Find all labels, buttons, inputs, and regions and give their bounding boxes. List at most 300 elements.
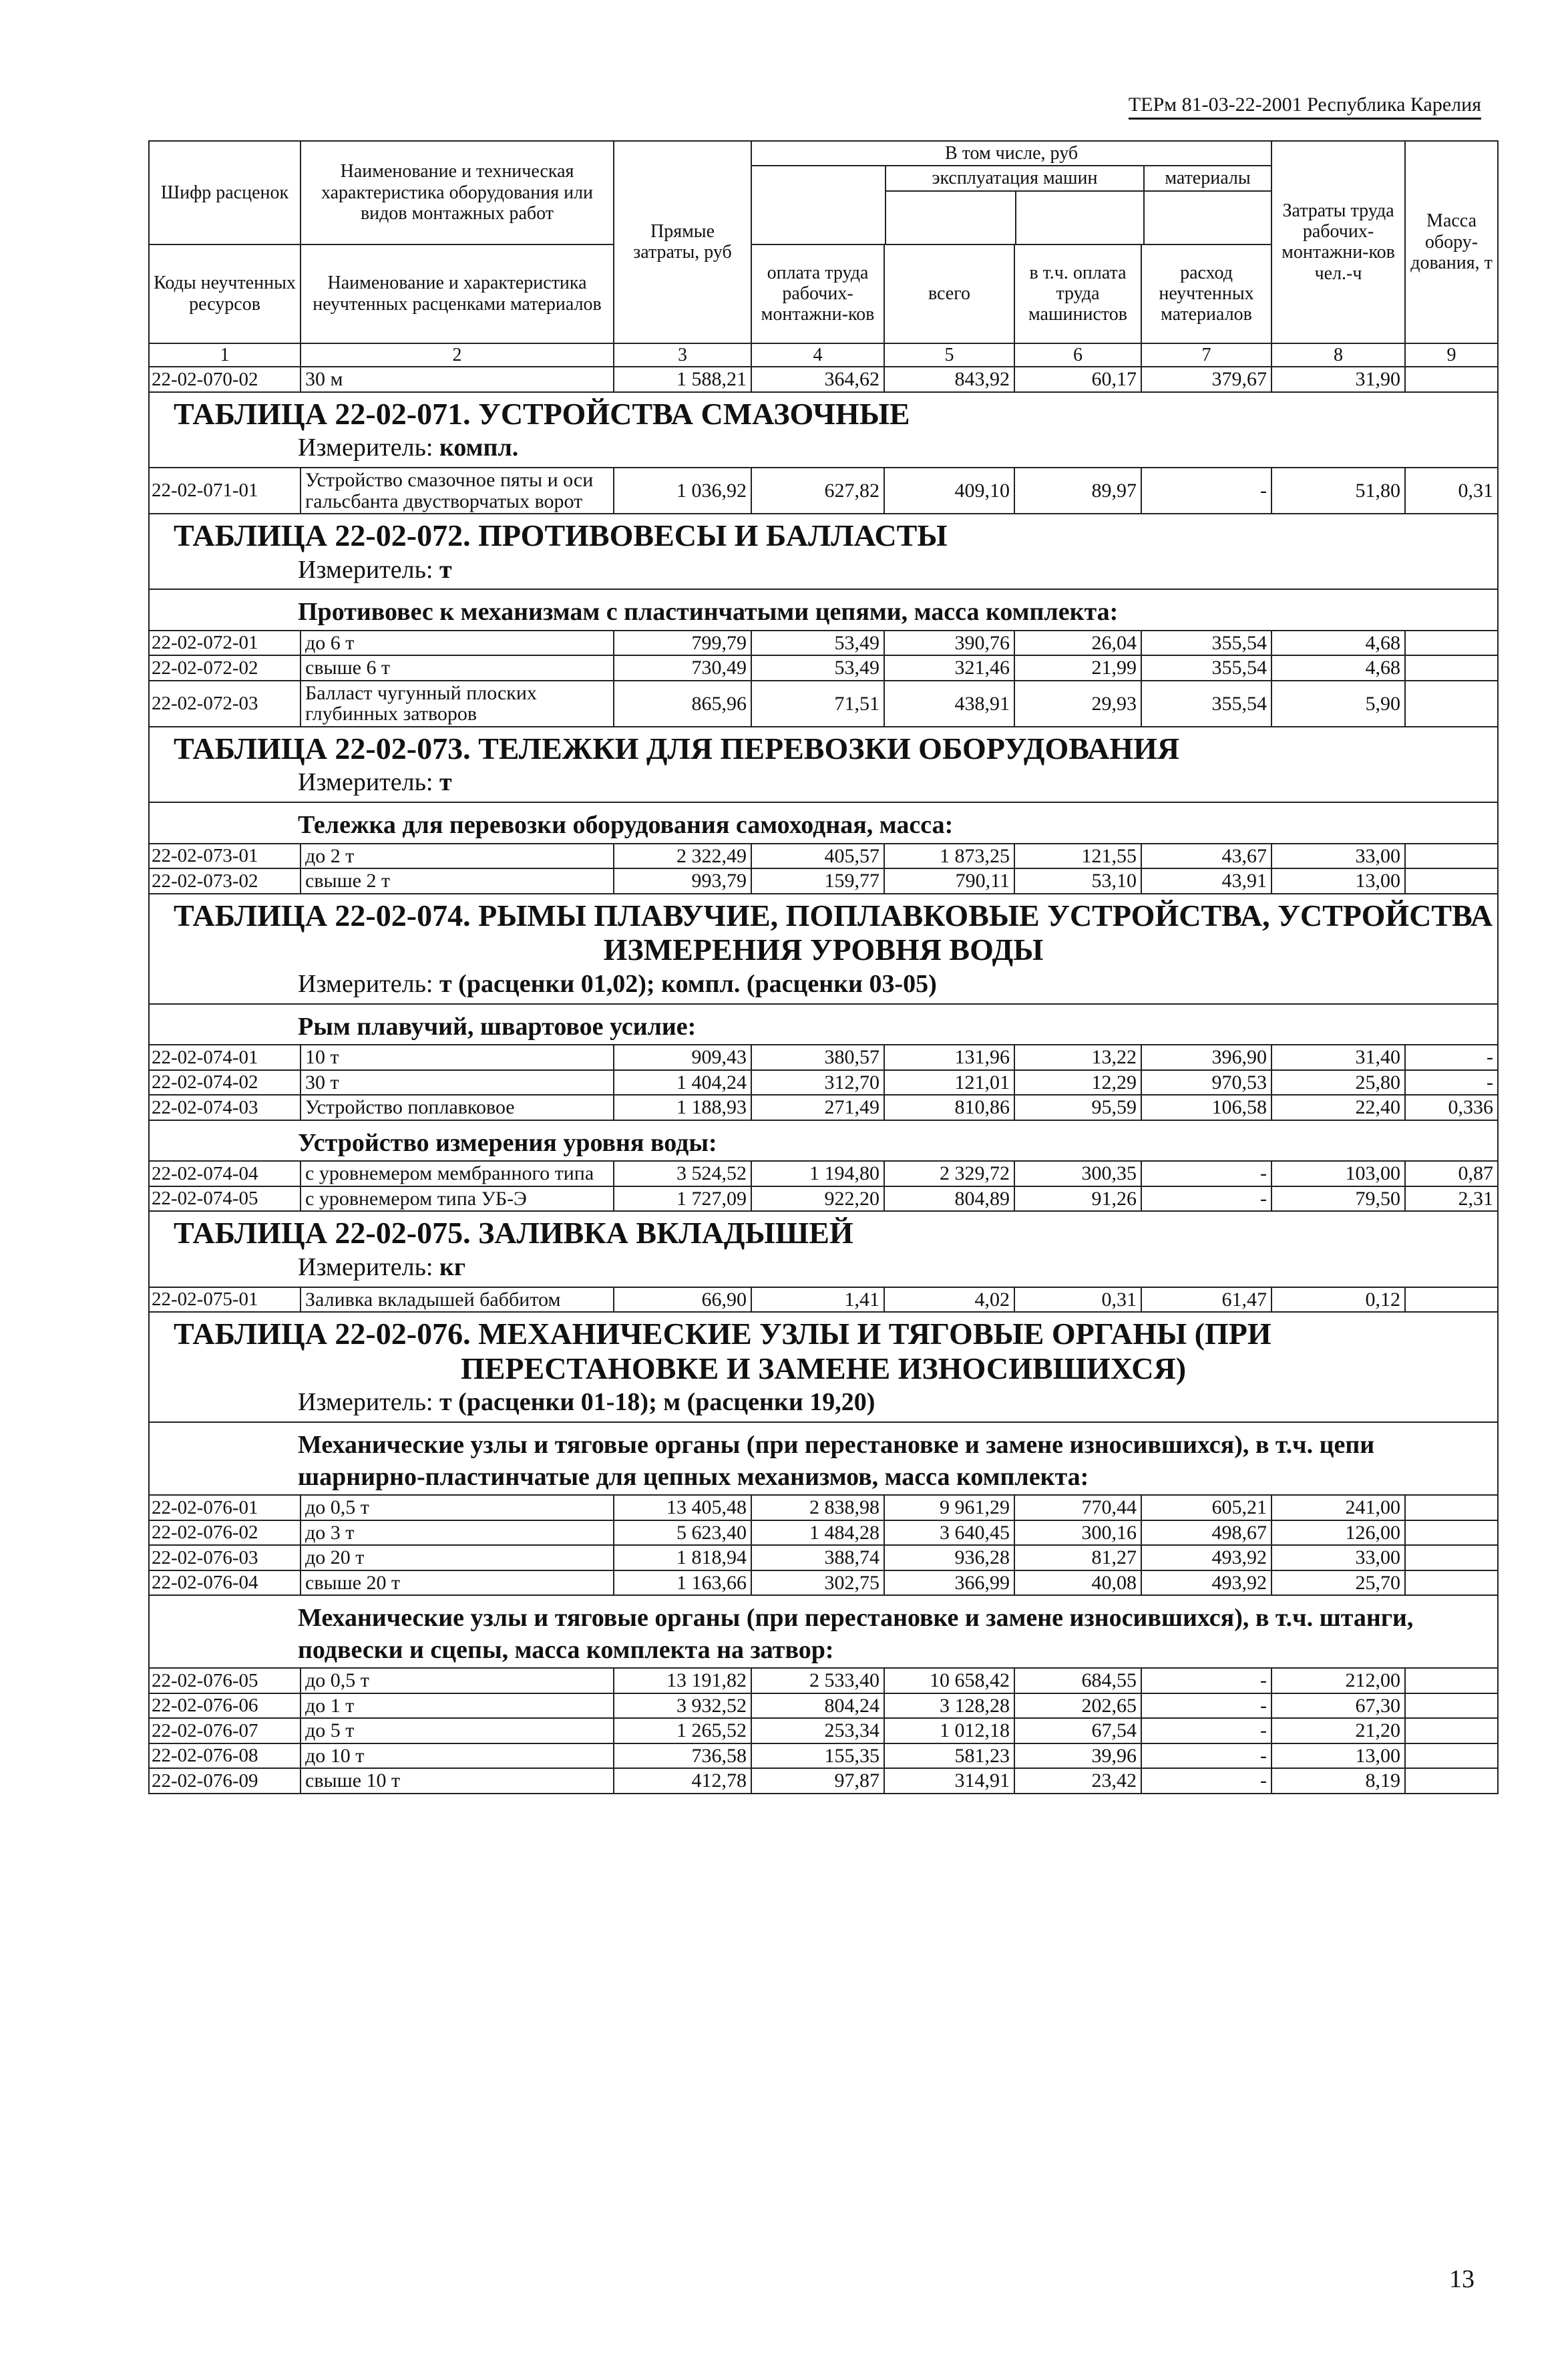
rate-value: 121,55 (1014, 844, 1141, 869)
section-title: ТАБЛИЦА 22-02-075. ЗАЛИВКА ВКЛАДЫШЕЙ (174, 1216, 853, 1250)
rate-code: 22-02-076-02 (149, 1520, 301, 1546)
rate-value (1405, 1718, 1498, 1743)
rate-value: 493,92 (1141, 1545, 1271, 1570)
rate-value (1405, 655, 1498, 681)
section-header (149, 894, 1498, 1004)
group-header-row (149, 589, 1498, 631)
rate-value: 409,10 (884, 468, 1014, 514)
rate-value: 91,26 (1014, 1186, 1141, 1212)
section-header (149, 727, 1498, 802)
rate-value: 0,31 (1405, 468, 1498, 514)
rates-table (148, 140, 1499, 1794)
column-number: 4 (751, 343, 884, 367)
rate-name: до 5 т (301, 1718, 614, 1743)
rate-value: 4,02 (884, 1287, 1014, 1313)
rate-value (1405, 681, 1498, 727)
rate-value: 355,54 (1141, 631, 1271, 656)
group-title: Рым плавучий, швартовое усилие: (149, 1004, 1498, 1045)
column-number: 7 (1141, 343, 1271, 367)
column-number: 1 (149, 343, 301, 367)
section-meter (150, 1252, 1497, 1287)
section-title: ТАБЛИЦА 22-02-071. УСТРОЙСТВА СМАЗОЧНЫЕ (174, 396, 910, 431)
section-title-line-2: ПЕРЕСТАНОВКЕ И ЗАМЕНЕ ИЗНОСИВШИХСЯ) (460, 1351, 1187, 1385)
rate-value: 159,77 (751, 868, 884, 894)
rate-value: 498,67 (1141, 1520, 1271, 1546)
rate-value: 241,00 (1271, 1495, 1405, 1520)
rate-value: 300,35 (1014, 1161, 1141, 1186)
rate-value: 684,55 (1014, 1668, 1141, 1693)
rate-name: Устройство смазочное пяты и оси гальсбанта двустворчатых ворот (301, 468, 614, 514)
rate-value: 3 128,28 (884, 1693, 1014, 1719)
section-header (149, 514, 1498, 589)
rate-code: 22-02-071-01 (149, 468, 301, 514)
rate-value: 1 265,52 (614, 1718, 751, 1743)
column-number: 9 (1405, 343, 1498, 367)
rate-value: 131,96 (884, 1045, 1014, 1070)
rate-value: 2 533,40 (751, 1668, 884, 1693)
rate-value: 1 818,94 (614, 1545, 751, 1570)
table-row (149, 1743, 1498, 1769)
rate-value: 8,19 (1271, 1768, 1405, 1794)
column-number: 3 (614, 343, 751, 367)
rate-value: 53,49 (751, 655, 884, 681)
rate-value: 51,80 (1271, 468, 1405, 514)
meter-value: т (439, 555, 452, 584)
header-row (149, 141, 1498, 244)
rate-value: 1 194,80 (751, 1161, 884, 1186)
rate-code: 22-02-074-02 (149, 1070, 301, 1096)
rate-value (1405, 1743, 1498, 1769)
rate-value: 1 163,66 (614, 1570, 751, 1596)
rate-code: 22-02-075-01 (149, 1287, 301, 1313)
section-meter (150, 554, 1497, 589)
table-row (149, 1045, 1498, 1070)
header-massa: Масса обору-дования, т (1405, 141, 1498, 343)
rate-value: 13 405,48 (614, 1495, 751, 1520)
rate-value: 396,90 (1141, 1045, 1271, 1070)
rate-value (1405, 631, 1498, 656)
header-kody: Коды неучтенных ресурсов (149, 244, 301, 343)
rate-name: Балласт чугунный плоских глубинных затворов (301, 681, 614, 727)
rate-code: 22-02-076-08 (149, 1743, 301, 1769)
rate-name: свыше 10 т (301, 1768, 614, 1794)
rate-value (1405, 868, 1498, 894)
column-numbers-row (149, 343, 1498, 367)
meter-value: кг (439, 1252, 466, 1281)
rate-code: 22-02-074-03 (149, 1095, 301, 1120)
table-row (149, 1768, 1498, 1794)
rate-value: 97,87 (751, 1768, 884, 1794)
section-title (150, 1313, 1497, 1387)
header-v-tom-chisle: В том числе, руб (752, 142, 1271, 166)
meter-label: Измеритель: (298, 555, 433, 584)
section-header-row (149, 1211, 1498, 1287)
rate-value: 5,90 (1271, 681, 1405, 727)
page-header: ТЕРм 81-03-22-2001 Республика Карелия (1129, 94, 1481, 120)
section-header-row (149, 894, 1498, 1004)
rate-value (1405, 1570, 1498, 1596)
meter-label: Измеритель: (298, 434, 433, 462)
group-header-row (149, 1120, 1498, 1162)
group-title: Механические узлы и тяговые органы (при перестановке и замене износившихся), в т.ч. штанги, подвески и сцепы, масса комплекта на затвор: (149, 1595, 1498, 1668)
header-vtch: в т.ч. оплата труда машинистов (1014, 244, 1141, 343)
meter-label: Измеритель: (298, 1388, 433, 1417)
table-row (149, 1693, 1498, 1719)
section-header (149, 1312, 1498, 1422)
rate-value: 106,58 (1141, 1095, 1271, 1120)
rate-value: 13,22 (1014, 1045, 1141, 1070)
rate-code: 22-02-072-01 (149, 631, 301, 656)
rate-value: 121,01 (884, 1070, 1014, 1096)
section-title-line-2: ИЗМЕРЕНИЯ УРОВНЯ ВОДЫ (603, 933, 1044, 967)
rate-code: 22-02-073-02 (149, 868, 301, 894)
rate-value: - (1141, 1161, 1271, 1186)
table-row (149, 1520, 1498, 1546)
section-meter (150, 969, 1497, 1003)
rate-value: 81,27 (1014, 1545, 1141, 1570)
rate-code: 22-02-076-03 (149, 1545, 301, 1570)
rate-name: 30 м (301, 367, 614, 392)
rate-value: 970,53 (1141, 1070, 1271, 1096)
rate-value: 936,28 (884, 1545, 1014, 1570)
rate-value: 314,91 (884, 1768, 1014, 1794)
rate-value: 39,96 (1014, 1743, 1141, 1769)
rate-value: 355,54 (1141, 655, 1271, 681)
rate-value (1405, 844, 1498, 869)
rate-name: до 2 т (301, 844, 614, 869)
rate-value: 3 932,52 (614, 1693, 751, 1719)
rate-value: 13,00 (1271, 868, 1405, 894)
rate-value: 1 873,25 (884, 844, 1014, 869)
header-zatraty: Затраты труда рабочих-монтажни-ков чел.-ч (1271, 141, 1405, 343)
rate-value: - (1141, 1186, 1271, 1212)
rate-value: 799,79 (614, 631, 751, 656)
rate-value: 1 012,18 (884, 1718, 1014, 1743)
section-header-row (149, 514, 1498, 589)
rate-value: 843,92 (884, 367, 1014, 392)
rate-value: 253,34 (751, 1718, 884, 1743)
rate-value: 53,49 (751, 631, 884, 656)
column-number: 6 (1014, 343, 1141, 367)
rate-value: 302,75 (751, 1570, 884, 1596)
rate-value: 53,10 (1014, 868, 1141, 894)
group-title: Устройство измерения уровня воды: (149, 1120, 1498, 1162)
rate-value: 379,67 (1141, 367, 1271, 392)
rate-value: - (1405, 1045, 1498, 1070)
table-row (149, 868, 1498, 894)
rate-value: 804,24 (751, 1693, 884, 1719)
rate-name: свыше 20 т (301, 1570, 614, 1596)
rate-value: 380,57 (751, 1045, 884, 1070)
section-header (149, 1211, 1498, 1287)
rate-value: 390,76 (884, 631, 1014, 656)
table-row (149, 655, 1498, 681)
section-header-row (149, 392, 1498, 468)
table-row (149, 844, 1498, 869)
section-header-row (149, 1312, 1498, 1422)
rate-value (1405, 1768, 1498, 1794)
table-row (149, 367, 1498, 392)
rate-value: 25,70 (1271, 1570, 1405, 1596)
rate-value: 810,86 (884, 1095, 1014, 1120)
rate-value: - (1405, 1070, 1498, 1096)
section-title (150, 894, 1497, 969)
group-title: Механические узлы и тяговые органы (при перестановке и замене износившихся), в т.ч. цепи шарнирно-пластинчатые для цепных механизмов, масса комплекта: (149, 1422, 1498, 1495)
section-meter (150, 432, 1497, 467)
group-header-row (149, 1004, 1498, 1045)
rate-code: 22-02-072-03 (149, 681, 301, 727)
rate-value: - (1141, 1668, 1271, 1693)
section-header (149, 392, 1498, 468)
meter-value: т (439, 768, 452, 797)
table-row (149, 1570, 1498, 1596)
rate-value: 212,00 (1271, 1668, 1405, 1693)
section-title-line-1: ТАБЛИЦА 22-02-074. РЫМЫ ПЛАВУЧИЕ, ПОПЛАВКОВЫЕ УСТРОЙСТВА, УСТРОЙСТВА (174, 898, 1493, 933)
rate-value: 366,99 (884, 1570, 1014, 1596)
group-header-row (149, 1422, 1498, 1495)
rate-value: 865,96 (614, 681, 751, 727)
rate-value (1405, 1545, 1498, 1570)
section-title: ТАБЛИЦА 22-02-073. ТЕЛЕЖКИ ДЛЯ ПЕРЕВОЗКИ ОБОРУДОВАНИЯ (174, 731, 1180, 766)
rate-value: 1 404,24 (614, 1070, 751, 1096)
header-ekspl: эксплуатация машин (886, 166, 1145, 191)
rate-value: 31,90 (1271, 367, 1405, 392)
rate-value: - (1141, 468, 1271, 514)
rate-value: 627,82 (751, 468, 884, 514)
table-row (149, 1287, 1498, 1313)
rate-code: 22-02-073-01 (149, 844, 301, 869)
rate-value: 605,21 (1141, 1495, 1271, 1520)
rate-name: до 0,5 т (301, 1668, 614, 1693)
rate-value: 5 623,40 (614, 1520, 751, 1546)
column-number: 2 (301, 343, 614, 367)
section-meter (150, 767, 1497, 802)
rate-value: 438,91 (884, 681, 1014, 727)
header-oplata: оплата труда рабочих-монтажни-ков (751, 244, 884, 343)
meter-label: Измеритель: (298, 768, 433, 797)
rate-code: 22-02-070-02 (149, 367, 301, 392)
rate-value: 321,46 (884, 655, 1014, 681)
rate-value: 405,57 (751, 844, 884, 869)
rate-value: 909,43 (614, 1045, 751, 1070)
rate-value: 61,47 (1141, 1287, 1271, 1313)
rate-value: 412,78 (614, 1768, 751, 1794)
rate-value: 4,68 (1271, 655, 1405, 681)
rate-value: 23,42 (1014, 1768, 1141, 1794)
rate-value: 3 640,45 (884, 1520, 1014, 1546)
section-title-line-1: ТАБЛИЦА 22-02-076. МЕХАНИЧЕСКИЕ УЗЛЫ И ТЯГОВЫЕ ОРГАНЫ (ПРИ (174, 1317, 1271, 1351)
rate-value: 33,00 (1271, 1545, 1405, 1570)
rate-value (1405, 1668, 1498, 1693)
rate-value: 790,11 (884, 868, 1014, 894)
table-body (149, 141, 1498, 1794)
rate-value: 67,30 (1271, 1693, 1405, 1719)
rate-name: Устройство поплавковое (301, 1095, 614, 1120)
rate-value: 43,91 (1141, 868, 1271, 894)
rate-code: 22-02-076-06 (149, 1693, 301, 1719)
rate-code: 22-02-074-05 (149, 1186, 301, 1212)
rate-value: 89,97 (1014, 468, 1141, 514)
rate-value: 1 727,09 (614, 1186, 751, 1212)
rate-value: - (1141, 1693, 1271, 1719)
rate-value: 0,12 (1271, 1287, 1405, 1313)
rate-value: 155,35 (751, 1743, 884, 1769)
rate-value: 0,31 (1014, 1287, 1141, 1313)
rate-code: 22-02-076-09 (149, 1768, 301, 1794)
rate-value: 2 322,49 (614, 844, 751, 869)
rate-value: 26,04 (1014, 631, 1141, 656)
rate-value: 31,40 (1271, 1045, 1405, 1070)
table-row (149, 631, 1498, 656)
rate-name: до 0,5 т (301, 1495, 614, 1520)
header-rashod: расход неучтенных материалов (1141, 244, 1271, 343)
rate-name: до 6 т (301, 631, 614, 656)
meter-value: компл. (439, 434, 519, 462)
header-shifr: Шифр расценок (149, 141, 301, 244)
rate-value: 1,41 (751, 1287, 884, 1313)
rate-value: 312,70 (751, 1070, 884, 1096)
rate-name: с уровнемером типа УБ-Э (301, 1186, 614, 1212)
rate-name: Заливка вкладышей баббитом (301, 1287, 614, 1313)
rate-value: 922,20 (751, 1186, 884, 1212)
rate-name: с уровнемером мембранного типа (301, 1161, 614, 1186)
meter-label: Измеритель: (298, 1252, 433, 1281)
rate-value: 770,44 (1014, 1495, 1141, 1520)
rate-value: 271,49 (751, 1095, 884, 1120)
column-number: 8 (1271, 343, 1405, 367)
header-vsego: всего (884, 244, 1014, 343)
rate-code: 22-02-072-02 (149, 655, 301, 681)
rate-code: 22-02-074-04 (149, 1161, 301, 1186)
rate-value: 43,67 (1141, 844, 1271, 869)
header-group (751, 141, 1271, 244)
header-naim-bottom: Наименование и характеристика неучтенных расценками материалов (301, 244, 614, 343)
rate-value: 4,68 (1271, 631, 1405, 656)
rate-name: свыше 2 т (301, 868, 614, 894)
rate-value: 0,336 (1405, 1095, 1498, 1120)
section-title: ТАБЛИЦА 22-02-072. ПРОТИВОВЕСЫ И БАЛЛАСТЫ (174, 518, 948, 553)
rate-value: - (1141, 1718, 1271, 1743)
rate-value (1405, 1693, 1498, 1719)
rate-value: 21,20 (1271, 1718, 1405, 1743)
rate-value (1405, 1287, 1498, 1313)
rate-value: 300,16 (1014, 1520, 1141, 1546)
rate-value: 33,00 (1271, 844, 1405, 869)
rate-value: 71,51 (751, 681, 884, 727)
rate-name: до 3 т (301, 1520, 614, 1546)
rate-value: - (1141, 1768, 1271, 1794)
rate-code: 22-02-076-05 (149, 1668, 301, 1693)
rate-value (1405, 1520, 1498, 1546)
rate-name: свыше 6 т (301, 655, 614, 681)
rate-value: 66,90 (614, 1287, 751, 1313)
table-row (149, 468, 1498, 514)
rate-value: 10 658,42 (884, 1668, 1014, 1693)
rate-value (1405, 367, 1498, 392)
meter-value: т (расценки 01-18); м (расценки 19,20) (439, 1388, 875, 1417)
rate-value: 804,89 (884, 1186, 1014, 1212)
column-number: 5 (884, 343, 1014, 367)
rate-value: 40,08 (1014, 1570, 1141, 1596)
meter-label: Измеритель: (298, 969, 433, 998)
group-header-row (149, 802, 1498, 844)
rate-code: 22-02-076-04 (149, 1570, 301, 1596)
rate-value: 993,79 (614, 868, 751, 894)
rate-value (1405, 1495, 1498, 1520)
rate-value: 95,59 (1014, 1095, 1141, 1120)
rate-value: 1 036,92 (614, 468, 751, 514)
group-title: Тележка для перевозки оборудования самоходная, масса: (149, 802, 1498, 844)
rate-value: 1 588,21 (614, 367, 751, 392)
group-title: Противовес к механизмам с пластинчатыми цепями, масса комплекта: (149, 589, 1498, 631)
rate-value: 67,54 (1014, 1718, 1141, 1743)
rate-value: - (1141, 1743, 1271, 1769)
header-naim-top: Наименование и техническая характеристика оборудования или видов монтажных работ (301, 141, 614, 244)
table-row (149, 1668, 1498, 1693)
rate-name: 30 т (301, 1070, 614, 1096)
group-header-row (149, 1595, 1498, 1668)
rate-value: 364,62 (751, 367, 884, 392)
rate-value: 13 191,82 (614, 1668, 751, 1693)
rate-value: 730,49 (614, 655, 751, 681)
rate-value: 9 961,29 (884, 1495, 1014, 1520)
rate-value: 22,40 (1271, 1095, 1405, 1120)
rate-value: 1 188,93 (614, 1095, 751, 1120)
rate-value: 581,23 (884, 1743, 1014, 1769)
table-row (149, 1495, 1498, 1520)
rate-value: 0,87 (1405, 1161, 1498, 1186)
rate-name: 10 т (301, 1045, 614, 1070)
rate-value: 388,74 (751, 1545, 884, 1570)
rate-value: 21,99 (1014, 655, 1141, 681)
table-row (149, 1095, 1498, 1120)
rate-name: до 10 т (301, 1743, 614, 1769)
rate-value: 2 329,72 (884, 1161, 1014, 1186)
page-number: 13 (1449, 2265, 1475, 2293)
rate-code: 22-02-074-01 (149, 1045, 301, 1070)
rate-value: 493,92 (1141, 1570, 1271, 1596)
rate-value: 2 838,98 (751, 1495, 884, 1520)
rate-value: 25,80 (1271, 1070, 1405, 1096)
rate-value: 126,00 (1271, 1520, 1405, 1546)
rate-value: 355,54 (1141, 681, 1271, 727)
rate-value: 60,17 (1014, 367, 1141, 392)
section-header-row (149, 727, 1498, 802)
table-row (149, 681, 1498, 727)
table-row (149, 1070, 1498, 1096)
rate-value: 12,29 (1014, 1070, 1141, 1096)
rate-value: 2,31 (1405, 1186, 1498, 1212)
table-row (149, 1161, 1498, 1186)
rate-value: 736,58 (614, 1743, 751, 1769)
rate-value: 3 524,52 (614, 1161, 751, 1186)
rate-code: 22-02-076-01 (149, 1495, 301, 1520)
meter-value: т (расценки 01,02); компл. (расценки 03-05) (439, 969, 937, 998)
rate-name: до 1 т (301, 1693, 614, 1719)
header-materialy: материалы (1145, 166, 1271, 191)
rate-value: 202,65 (1014, 1693, 1141, 1719)
header-pryamye: Прямые затраты, руб (614, 141, 751, 343)
rate-value: 13,00 (1271, 1743, 1405, 1769)
table-row (149, 1718, 1498, 1743)
rate-value: 1 484,28 (751, 1520, 884, 1546)
section-meter (150, 1387, 1497, 1421)
rate-name: до 20 т (301, 1545, 614, 1570)
rate-code: 22-02-076-07 (149, 1718, 301, 1743)
rate-value: 79,50 (1271, 1186, 1405, 1212)
table-row (149, 1545, 1498, 1570)
table-row (149, 1186, 1498, 1212)
